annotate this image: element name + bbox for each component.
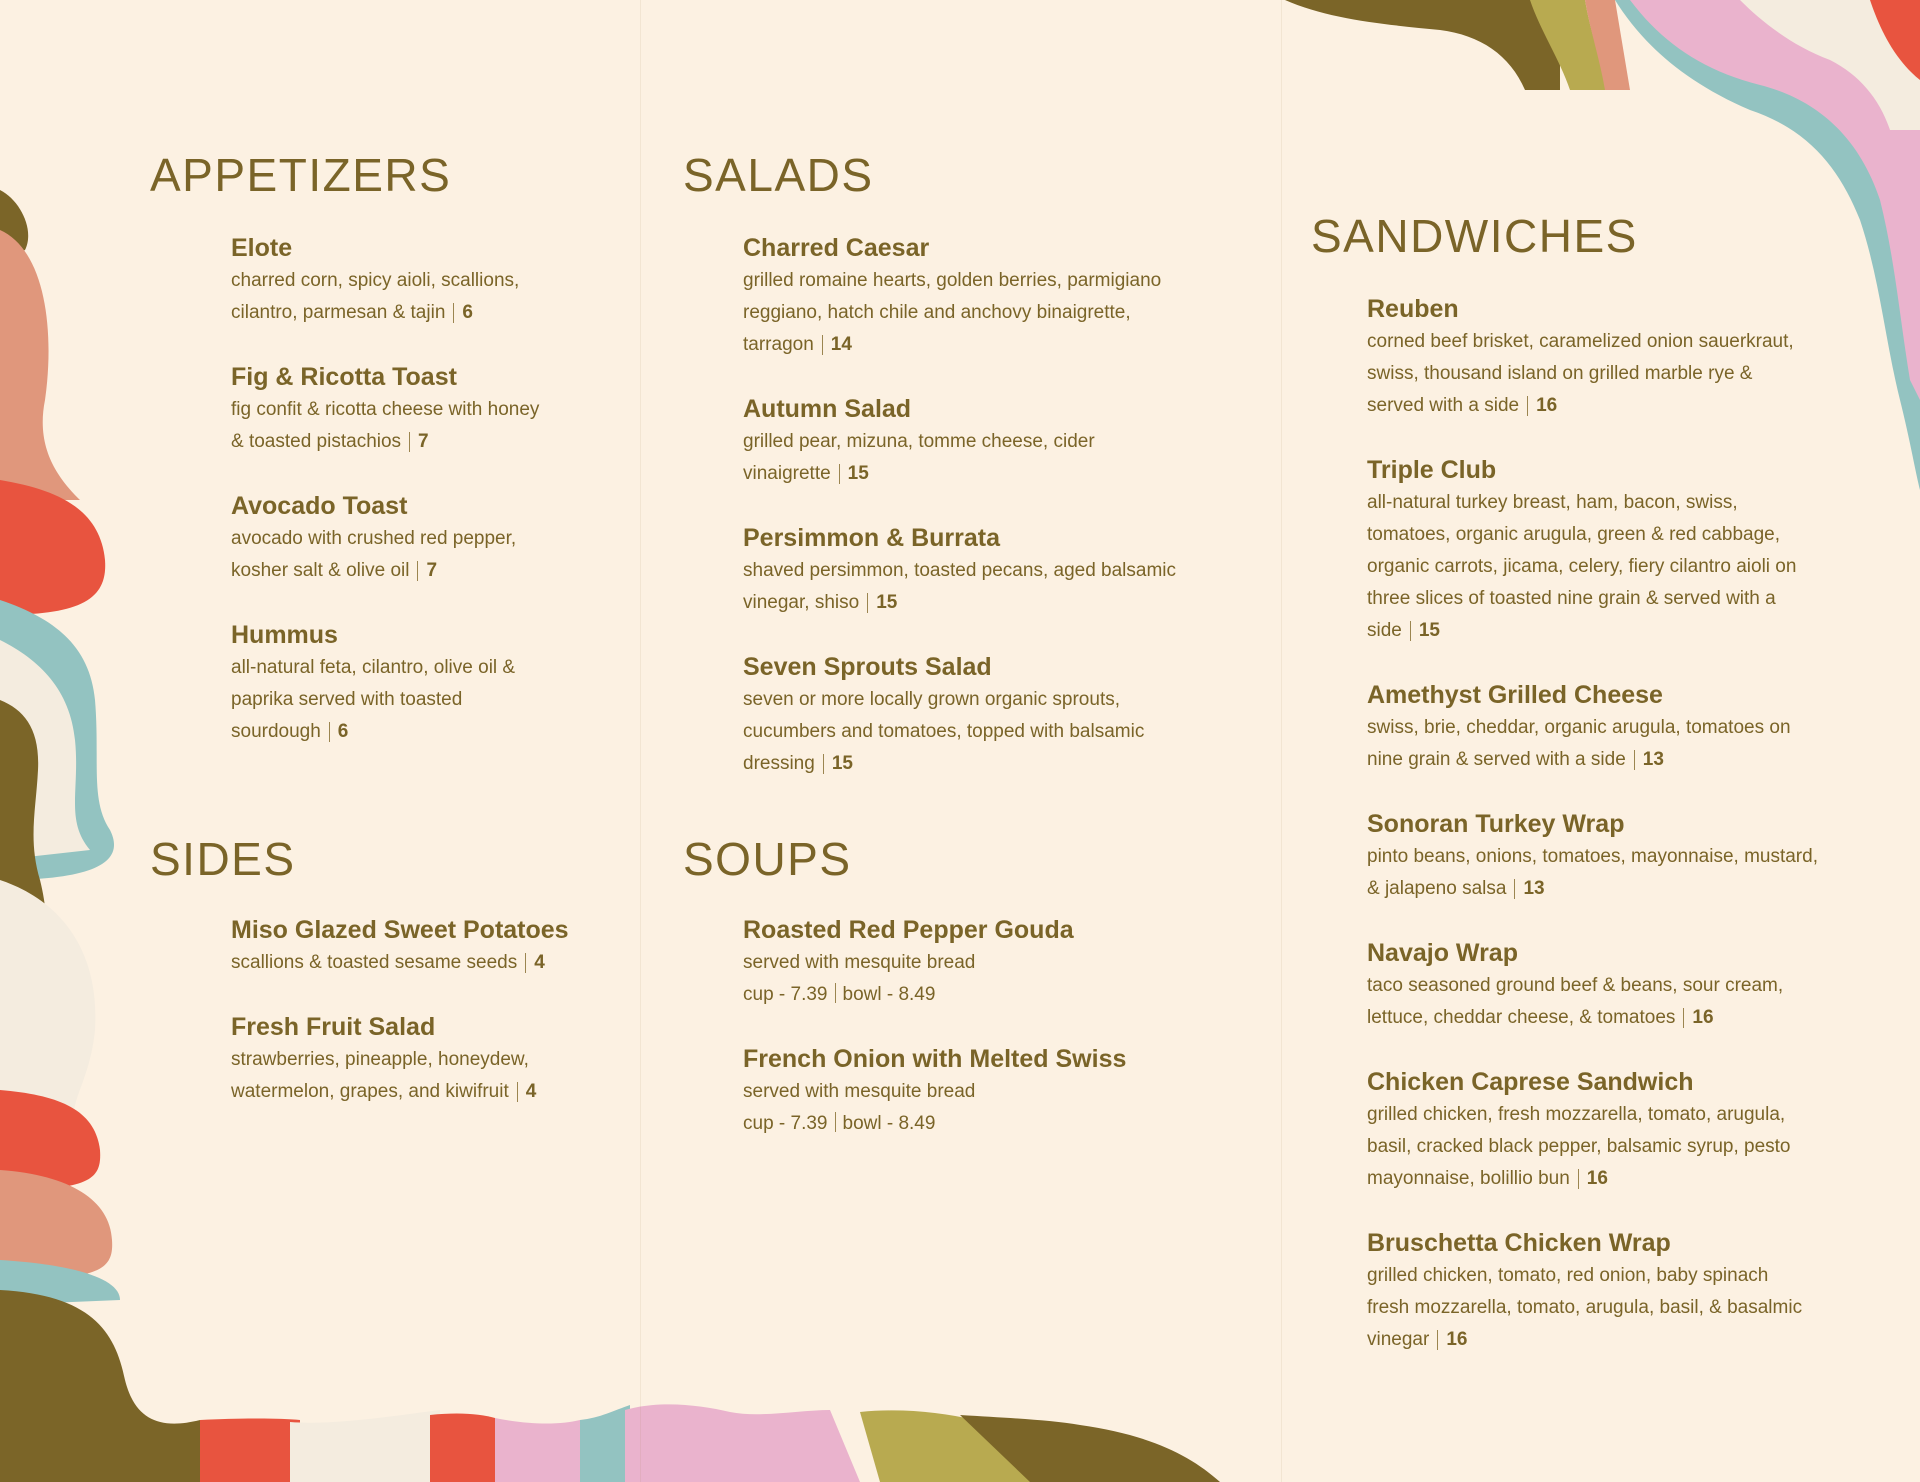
description-line: avocado with crushed red pepper, — [231, 528, 517, 549]
menu-item-name: Miso Glazed Sweet Potatoes — [231, 916, 569, 944]
cup-price: cup - 7.39 — [743, 1113, 828, 1134]
menu-item — [231, 233, 631, 329]
menu-item — [743, 1044, 1263, 1140]
menu-item-description — [231, 652, 631, 748]
description-line: all-natural turkey breast, ham, bacon, swiss, — [1367, 492, 1738, 513]
menu-item-name: Navajo Wrap — [1367, 939, 1518, 967]
menu-item-name: Roasted Red Pepper Gouda — [743, 916, 1074, 944]
menu-item-price: 16 — [1683, 1008, 1713, 1028]
description-line: tomatoes, organic arugula, green & red cabbage, — [1367, 524, 1780, 545]
menu-item — [231, 915, 631, 979]
description-line: grilled romaine hearts, golden berries, parmigiano — [743, 270, 1162, 291]
description-line: swiss, brie, cheddar, organic arugula, tomatoes on — [1367, 717, 1791, 738]
bottom-wave-pink — [495, 1418, 580, 1482]
description-line: vinegar, shiso — [743, 592, 860, 613]
menu-item — [743, 915, 1263, 1011]
description-line: strawberries, pineapple, honeydew, — [231, 1049, 529, 1070]
menu-item — [1367, 938, 1907, 1034]
description-line: charred corn, spicy aioli, scallions, — [231, 270, 520, 291]
menu-item-price: 15 — [839, 464, 869, 484]
description-line: taco seasoned ground beef & beans, sour cream, — [1367, 975, 1784, 996]
description-line: shaved persimmon, toasted pecans, aged balsamic — [743, 560, 1177, 581]
menu-item-name: Seven Sprouts Salad — [743, 653, 992, 681]
menu-item-name: Amethyst Grilled Cheese — [1367, 681, 1663, 709]
menu-item-description — [231, 523, 631, 587]
menu-item-description — [743, 265, 1263, 361]
menu-item-description — [1367, 970, 1907, 1034]
menu-item — [231, 620, 631, 748]
description-line: fig confit & ricotta cheese with honey — [231, 399, 540, 420]
top-wave-olive — [1285, 0, 1560, 90]
description-line: tarragon — [743, 334, 814, 355]
description-line: mayonnaise, bolillio bun — [1367, 1168, 1570, 1189]
soups-title: SOUPS — [683, 833, 852, 885]
menu-item — [1367, 809, 1907, 905]
menu-item-name: Chicken Caprese Sandwich — [1367, 1068, 1694, 1096]
description-line: grilled chicken, fresh mozzarella, tomato, arugula, — [1367, 1104, 1786, 1125]
menu-item — [231, 1012, 631, 1108]
description-line: watermelon, grapes, and kiwifruit — [231, 1081, 509, 1102]
menu-item — [743, 652, 1263, 780]
description-line: nine grain & served with a side — [1367, 749, 1626, 770]
menu-item-description — [231, 394, 631, 458]
menu-item — [231, 491, 631, 587]
menu-item-name: Bruschetta Chicken Wrap — [1367, 1229, 1671, 1257]
description-line: basil, cracked black pepper, balsamic syrup, pesto — [1367, 1136, 1791, 1157]
menu-item-price: 6 — [453, 303, 473, 323]
menu-item-price: 7 — [409, 432, 429, 452]
menu-item — [1367, 1067, 1907, 1195]
description-line: organic carrots, jicama, celery, fiery cilantro aioli on — [1367, 556, 1797, 577]
menu-item-name: Sonoran Turkey Wrap — [1367, 810, 1625, 838]
description-line: corned beef brisket, caramelized onion sauerkraut, — [1367, 331, 1794, 352]
menu-item-price: 16 — [1578, 1169, 1608, 1189]
appetizers-list — [231, 233, 631, 781]
menu-item-description — [1367, 1260, 1907, 1356]
panel-fold-right — [1281, 0, 1282, 1482]
description-line: dressing — [743, 753, 815, 774]
bowl-price: bowl - 8.49 — [842, 1113, 936, 1134]
sandwiches-list — [1367, 294, 1907, 1389]
left-wave-cream-2 — [0, 880, 95, 1120]
description-line: & toasted pistachios — [231, 431, 402, 452]
description-line: three slices of toasted nine grain & served with a — [1367, 588, 1776, 609]
description-line: seven or more locally grown organic sprouts, — [743, 689, 1121, 710]
description-line: fresh mozzarella, tomato, arugula, basil, & basalmic — [1367, 1297, 1803, 1318]
menu-item — [743, 523, 1263, 619]
left-wave-salmon — [0, 230, 80, 500]
price-divider — [835, 983, 836, 1003]
menu-item-name: Fig & Ricotta Toast — [231, 363, 457, 391]
menu-item-description — [743, 684, 1263, 780]
description-line: grilled pear, mizuna, tomme cheese, cider — [743, 431, 1095, 452]
menu-item-description — [743, 947, 1263, 1011]
cup-price: cup - 7.39 — [743, 984, 828, 1005]
menu-item-description — [231, 265, 631, 329]
menu-item-description — [1367, 487, 1907, 647]
panel-fold-left — [640, 0, 641, 1482]
menu-item-price: 16 — [1437, 1330, 1467, 1350]
menu-item-name: Hummus — [231, 621, 338, 649]
description-line: served with a side — [1367, 395, 1520, 416]
menu-item-description — [1367, 326, 1907, 422]
menu-item-name: Reuben — [1367, 295, 1459, 323]
menu-item-name: French Onion with Melted Swiss — [743, 1045, 1127, 1073]
menu-item-description — [231, 1044, 631, 1108]
description-line: pinto beans, onions, tomatoes, mayonnaise, mustard, — [1367, 846, 1818, 867]
menu-item-description — [1367, 841, 1907, 905]
sides-title: SIDES — [150, 833, 296, 885]
menu-item — [743, 233, 1263, 361]
description-line: sourdough — [231, 721, 321, 742]
bottom-wave-red-2 — [430, 1414, 495, 1482]
menu-item-description — [231, 947, 631, 979]
sandwiches-title: SANDWICHES — [1311, 210, 1638, 262]
appetizers-title: APPETIZERS — [150, 149, 452, 201]
menu-item — [1367, 455, 1907, 647]
description-line: all-natural feta, cilantro, olive oil & — [231, 657, 516, 678]
menu-item-price: 16 — [1527, 396, 1557, 416]
left-wave-olive-3 — [0, 1290, 200, 1482]
menu-item-description — [1367, 1099, 1907, 1195]
bottom-wave-teal — [580, 1405, 630, 1482]
description-line: kosher salt & olive oil — [231, 560, 410, 581]
bottom-wave-cream — [290, 1410, 440, 1482]
menu-item-name: Autumn Salad — [743, 395, 912, 423]
menu-item — [743, 394, 1263, 490]
menu-item-name: Elote — [231, 234, 293, 262]
menu-item-description — [743, 555, 1263, 619]
menu-item-name: Triple Club — [1367, 456, 1497, 484]
menu-item-price: 4 — [517, 1082, 537, 1102]
description-line: scallions & toasted sesame seeds — [231, 952, 518, 973]
description-line: paprika served with toasted — [231, 689, 463, 710]
description-line: grilled chicken, tomato, red onion, baby spinach — [1367, 1265, 1769, 1286]
menu-item-price: 13 — [1634, 750, 1664, 770]
description-line: lettuce, cheddar cheese, & tomatoes — [1367, 1007, 1676, 1028]
bottom-wave-red — [200, 1419, 300, 1482]
menu-item-description — [743, 1076, 1263, 1140]
sides-list — [231, 915, 631, 1141]
menu-item-price: 13 — [1514, 879, 1544, 899]
menu-item-description — [1367, 712, 1907, 776]
menu-item — [231, 362, 631, 458]
menu-item — [1367, 294, 1907, 422]
description-line: vinaigrette — [743, 463, 831, 484]
description-line: cilantro, parmesan & tajin — [231, 302, 446, 323]
description-line: reggiano, hatch chile and anchovy binaigrette, — [743, 302, 1131, 323]
menu-item — [1367, 1228, 1907, 1356]
description-line: cucumbers and tomatoes, topped with balsamic — [743, 721, 1145, 742]
description-line: vinegar — [1367, 1329, 1430, 1350]
menu-item — [1367, 680, 1907, 776]
bowl-price: bowl - 8.49 — [842, 984, 936, 1005]
menu-item-description — [743, 426, 1263, 490]
description-line: served with mesquite bread — [743, 1081, 976, 1102]
left-wave-red — [0, 480, 105, 615]
menu-item-price: 14 — [822, 335, 852, 355]
salads-list — [743, 233, 1263, 813]
description-line: swiss, thousand island on grilled marble rye & — [1367, 363, 1753, 384]
bottom-wave-pink-2 — [625, 1404, 860, 1482]
salads-title: SALADS — [683, 149, 874, 201]
soups-list — [743, 915, 1263, 1173]
menu-item-price: 6 — [329, 722, 349, 742]
menu-item-price: 15 — [1410, 621, 1440, 641]
menu-item-name: Persimmon & Burrata — [743, 524, 1001, 552]
description-line: & jalapeno salsa — [1367, 878, 1507, 899]
price-divider — [835, 1112, 836, 1132]
menu-item-price: 15 — [823, 754, 853, 774]
menu-item-name: Fresh Fruit Salad — [231, 1013, 436, 1041]
description-line: side — [1367, 620, 1402, 641]
menu-item-name: Charred Caesar — [743, 234, 930, 262]
menu-item-name: Avocado Toast — [231, 492, 408, 520]
description-line: served with mesquite bread — [743, 952, 976, 973]
menu-item-price: 4 — [525, 953, 545, 973]
menu-item-price: 7 — [417, 561, 437, 581]
menu-item-price: 15 — [867, 593, 897, 613]
